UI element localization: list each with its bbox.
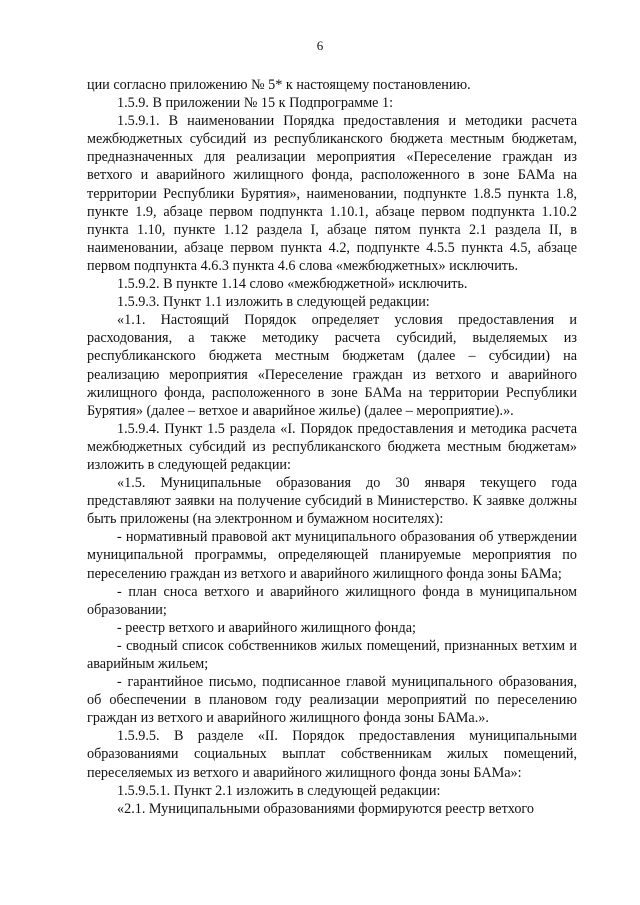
- paragraph: - гарантийное письмо, подписанное главой муниципального образования, об обеспечении в плановом году реализации мероприятий по переселению граждан из ветхого и аварийного жилищного фонда зоны БАМа.».: [87, 674, 577, 727]
- paragraph: 1.5.9.5.1. Пункт 2.1 изложить в следующей редакции:: [117, 782, 441, 799]
- paragraph: 1.5.9.2. В пункте 1.14 слово «межбюджетной» исключить.: [117, 276, 468, 293]
- document-body: [87, 76, 577, 818]
- paragraph: ции согласно приложению № 5* к настоящему постановлению.: [87, 77, 471, 93]
- paragraph: 1.5.9.1. В наименовании Порядка предоставления и методики расчета межбюджетных субсидий из республиканского бюджета местным бюджетам, предназначенных для реализации мероприятия «Переселение граждан из ветхого и аварийного жилищного фонда, расположенного в зоне БАМа на территории Республики Бурятия», наименовании, подпункте 1.8.5 пункта 1.8, пункте 1.9, абзаце первом подпункта 1.10.1, абзаце первом подпункта 1.10.2 пункта 1.10, пункте 1.12 раздела I, абзаце пятом пункта 2.1 раздела II, в наименовании, абзаце первом пункта 4.2, подпункте 4.5.5 пункта 4.5, абзаце первом подпункта 4.6.3 пункта 4.6 слова «межбюджетных» исключить.: [87, 113, 577, 274]
- paragraph: - реестр ветхого и аварийного жилищного фонда;: [117, 619, 416, 636]
- paragraph: «2.1. Муниципальными образованиями формируются реестр ветхого: [117, 800, 534, 817]
- paragraph: - сводный список собственников жилых помещений, признанных ветхим и аварийным жильем;: [87, 637, 577, 672]
- paragraph: 1.5.9.3. Пункт 1.1 изложить в следующей редакции:: [117, 294, 430, 311]
- paragraph: 1.5.9.4. Пункт 1.5 раздела «I. Порядок предоставления и методика расчета межбюджетных субсидий из республиканского бюджета местным бюджетам» изложить в следующей редакции:: [87, 420, 577, 473]
- paragraph: 1.5.9. В приложении № 15 к Подпрограмме 1:: [117, 95, 394, 112]
- page-number: 6: [316, 38, 324, 53]
- paragraph: - нормативный правовой акт муниципального образования об утверждении муниципальной программы, определяющей планируемые мероприятия по переселению граждан из ветхого и аварийного жилищного фонда зоны БАМа;: [87, 529, 577, 582]
- paragraph: «1.1. Настоящий Порядок определяет условия предоставления и расходования, а также методику расчета субсидий, выделяемых из республиканского бюджета местным бюджетам (далее – субсидии) на реализацию мероприятия «Переселение граждан из ветхого и аварийного жилищного фонда, расположенного в зоне БАМа на территории Республики Бурятия» (далее – ветхое и аварийное жилье) (далее – мероприятие).».: [87, 312, 577, 419]
- paragraph: 1.5.9.5. В разделе «II. Порядок предоставления муниципальными образованиями социальных выплат собственникам жилых помещений, переселяемых из ветхого и аварийного жилищного фонда зоны БАМа»:: [87, 728, 577, 781]
- paragraph: «1.5. Муниципальные образования до 30 января текущего года представляют заявки на получение субсидий в Министерство. К заявке должны быть приложены (на электронном и бумажном носителях):: [87, 475, 577, 528]
- paragraph: - план сноса ветхого и аварийного жилищного фонда в муниципальном образовании;: [87, 583, 577, 618]
